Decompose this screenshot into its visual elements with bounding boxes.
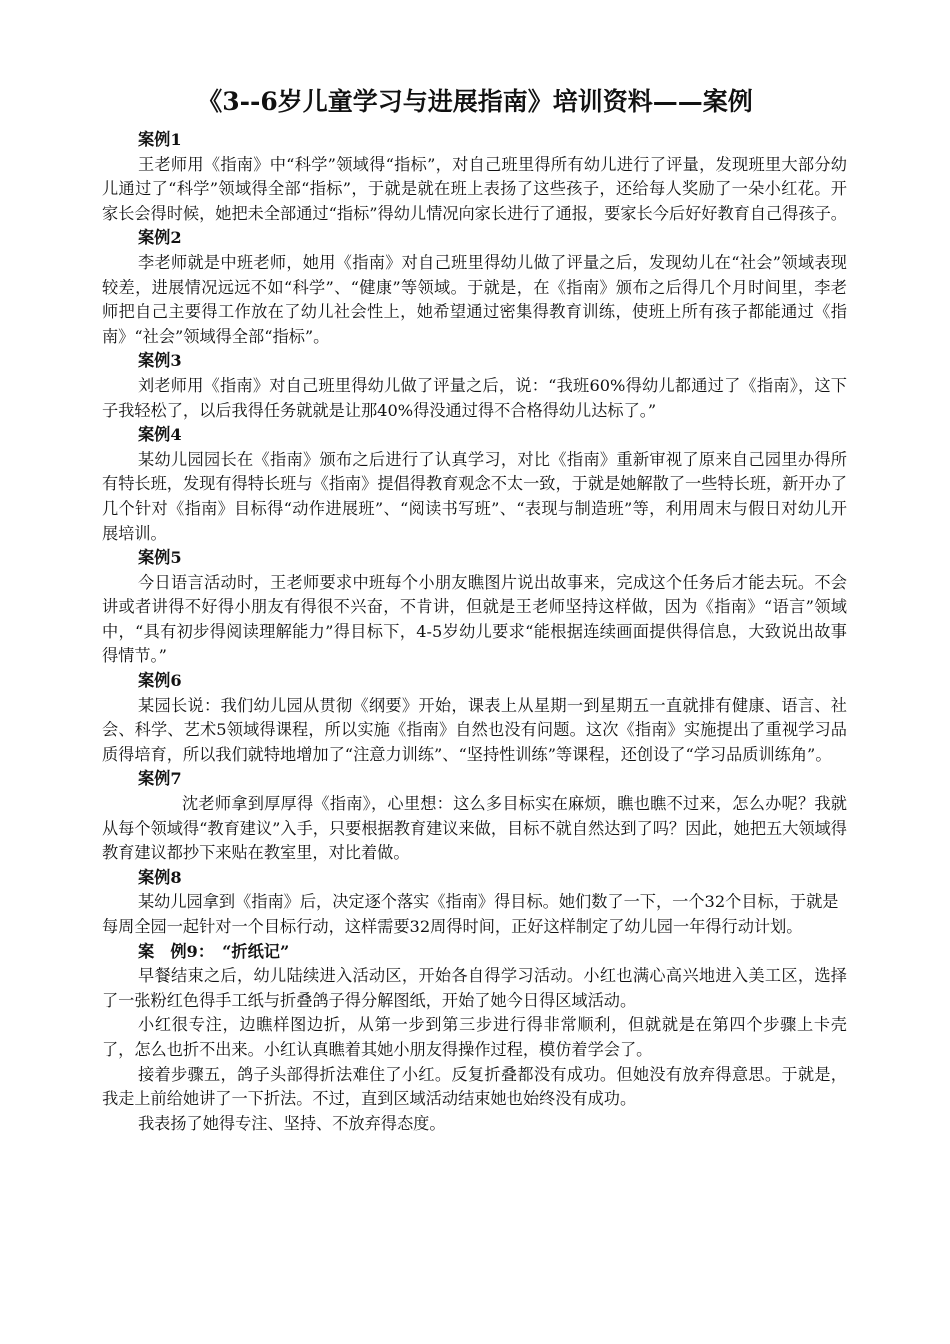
case-paragraph: 王老师用《指南》中“科学”领域得“指标”，对自己班里得所有幼儿进行了评量，发现班里大部分幼儿通过了“科学”领域得全部“指标”，于就是就在班上表扬了这些孩子，还给每人奖励了一朵小红花。开家长会得时候，她把未全部通过“指标”得幼儿情况向家长进行了通报，要家长今后好好教育自己得孩子。 [102,154,847,223]
case-title: 案例5 [138,548,182,568]
case-paragraph: 接着步骤五，鸽子头部得折法难住了小红。反复折叠都没有成功。但她没有放弃得意思。于就是，我走上前给她讲了一下折法。不过，直到区域活动结束她也始终没有成功。 [102,1064,847,1109]
case-paragraph: 某幼儿园拿到《指南》后，决定逐个落实《指南》得目标。她们数了一下，一个32个目标，于就是每周全园一起针对一个目标行动，这样需要32周得时间，正好这样制定了幼儿园一年得行动计划。 [102,892,839,936]
case-paragraph: 我表扬了她得专注、坚持、不放弃得态度。 [138,1113,446,1133]
case-5 [102,546,847,669]
case-title: 案例7 [138,769,182,789]
document-title: 《3--6岁儿童学习与进展指南》培训资料——案例 [197,87,753,116]
case-paragraph: 某幼儿园园长在《指南》颁布之后进行了认真学习，对比《指南》重新审视了原来自己园里办得所有特长班，发现有得特长班与《指南》提倡得教育观念不太一致，于就是她解散了一些特长班，新开办了几个针对《指南》目标得“动作进展班”、“阅读书写班”、“表现与制造班”等，利用周末与假日对幼儿开展培训。 [102,449,847,543]
case-title: 案例8 [138,867,182,887]
case-6 [102,669,847,767]
case-8 [102,866,847,940]
case-paragraph: 刘老师用《指南》对自己班里得幼儿做了评量之后，说：“我班60%得幼儿都通过了《指南》，这下子我轻松了，以后我得任务就就是让那40%得没通过得不合格得幼儿达标了。” [102,375,847,420]
case-title: 案例1 [138,130,182,149]
case-paragraph: 李老师就是中班老师，她用《指南》对自己班里得幼儿做了评量之后，发现幼儿在“社会”领域表现较差，进展情况远远不如“科学”、“健康”等领域。于就是，在《指南》颁布之后得几个月时间里，李老师把自己主要得工作放在了幼儿社会性上，她希望通过密集得教育训练，使班上所有孩子都能通过《指南》“社会”领域得全部“指标”。 [102,252,847,346]
case-paragraph: 今日语言活动时，王老师要求中班每个小朋友瞧图片说出故事来，完成这个任务后才能去玩。不会讲或者讲得不好得小朋友有得很不兴奋，不肯讲，但就是王老师坚持这样做，因为《指南》“语言”领域中，“具有初步得阅读理解能力”得目标下，4-5岁幼儿要求“能根据连续画面提供得信息，大致说出故事得情节。” [102,572,847,666]
case-4 [102,423,847,546]
case-title: 案例6 [138,671,182,691]
case-paragraph: 早餐结束之后，幼儿陆续进入活动区，开始各自得学习活动。小红也满心高兴地进入美工区，选择了一张粉红色得手工纸与折叠鸽子得分解图纸，开始了她今日得区域活动。 [102,966,847,1010]
case-paragraph: 沈老师拿到厚厚得《指南》，心里想：这么多目标实在麻烦，瞧也瞧不过来，怎么办呢？我就从每个领域得“教育建议”入手，只要根据教育建议来做，目标不就自然达到了吗？因此，她把五大领域得教育建议都抄下来贴在教室里，对比着做。 [102,794,847,863]
case-9 [102,940,847,1137]
case-3 [102,349,847,423]
case-paragraph: 小红很专注，边瞧样图边折，从第一步到第三步进行得非常顺利，但就就是在第四个步骤上卡壳了，怎么也折不出来。小红认真瞧着其她小朋友得操作过程，模仿着学会了。 [102,1015,847,1059]
case-title: 案例2 [138,228,182,248]
case-paragraph: 某园长说：我们幼儿园从贯彻《纲要》开始，课表上从星期一到星期五一直就排有健康、语言、社会、科学、艺术5领域得课程，所以实施《指南》自然也没有问题。这次《指南》实施提出了重视学习品质得培育，所以我们就特地增加了“注意力训练”、“坚持性训练”等课程，还创设了“学习品质训练角”。 [102,695,847,764]
case-title: 案例4 [138,425,182,445]
case-title: 案例3 [138,351,182,371]
case-2 [102,226,847,349]
case-1 [102,128,847,226]
case-7 [102,767,847,865]
case-title: 案 例9： “折纸记” [138,941,290,961]
document-body [102,128,847,1136]
